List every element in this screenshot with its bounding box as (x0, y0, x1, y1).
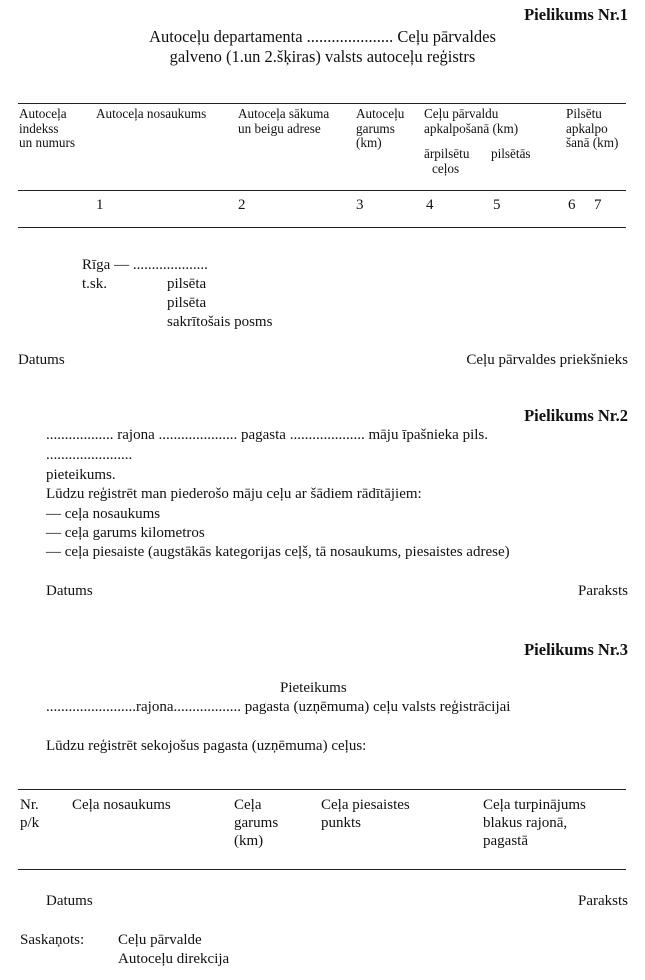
tsk-label: t.sk. (82, 276, 108, 292)
appendix2-item: — ceļa piesaiste (augstākās kategorijas ceļš, tā nosaukums, piesaistes adrese) (46, 544, 510, 560)
column-number: 4 (426, 197, 434, 213)
appendix2-signature-label: Paraksts (578, 583, 628, 599)
table1-header-index: Autoceļa indekss un numurs (19, 106, 76, 150)
appendix1-signature-label: Ceļu pārvaldes priekšnieks (466, 352, 628, 368)
table1-subheader-city: pilsētās (491, 146, 531, 161)
table1-subheader-outside: ārpilsētu ceļos (424, 146, 470, 176)
appendix1-date-label: Datums (18, 352, 65, 368)
appendix1-title-line1: Autoceļu departamenta ..................... Ceļu pārvaldes (149, 27, 496, 46)
column-number: 7 (594, 197, 602, 213)
appendix3-line1: ........................rajona.................. pagasta (uzņēmuma) ceļu valsts reģistrācijai (46, 699, 511, 715)
appendix2-line1: .................. rajona ..................... pagasta .................... māju īpašnieka pils. (46, 427, 489, 443)
table3-top-rule (18, 789, 626, 790)
appendix2-item: — ceļa garums kilometros (46, 525, 205, 541)
table3-bottom-rule (18, 869, 626, 870)
tsk-item: pilsēta (167, 276, 207, 292)
appendix2-item: — ceļa nosaukums (46, 506, 161, 522)
appendix3-heading: Pielikums Nr.3 (524, 640, 628, 659)
column-number: 3 (356, 197, 364, 213)
appendix3-signature-label: Paraksts (578, 893, 628, 909)
table1-header-name: Autoceļa nosaukums (96, 106, 207, 121)
appendix2-line2: ....................... (46, 447, 133, 463)
table3-header-name: Ceļa nosaukums (72, 797, 171, 813)
appendix3-date-label: Datums (46, 893, 93, 909)
table1-header-length: Autoceļu garums (km) (356, 106, 405, 150)
table3-header-continuation: Ceļa turpinājums blakus rajonā, pagastā (483, 797, 586, 849)
appendix2-date-label: Datums (46, 583, 93, 599)
table3-header-number: Nr. p/k (20, 797, 40, 831)
table3-header-link-point: Ceļa piesaistes punkts (321, 797, 410, 831)
riga-line: Rīga — .................... (82, 257, 208, 273)
table1-top-rule (18, 103, 626, 104)
appendix1-title-line2: galveno (1.un 2.šķiras) valsts autoceļu reģistrs (169, 47, 476, 66)
table1-bottom-rule (18, 227, 626, 228)
column-number: 2 (238, 197, 246, 213)
table3-header-length: Ceļa garums (km) (234, 797, 279, 849)
appendix3-request: Lūdzu reģistrēt sekojošus pagasta (uzņēmuma) ceļus: (46, 738, 367, 754)
approval-label: Saskaņots: (20, 932, 85, 948)
column-number: 6 (568, 197, 576, 213)
column-number: 5 (493, 197, 501, 213)
tsk-item: pilsēta (167, 295, 207, 311)
tsk-item: sakrītošais posms (167, 314, 273, 330)
table1-header-address: Autoceļa sākuma un beigu adrese (238, 106, 330, 136)
appendix2-request: Lūdzu reģistrēt man piederošo māju ceļu ar šādiem rādītājiem: (46, 486, 422, 502)
column-number: 1 (96, 197, 104, 213)
appendix1-heading: Pielikums Nr.1 (524, 5, 628, 24)
table1-header-road-admin: Ceļu pārvaldu apkalpošanā (km) (424, 106, 519, 136)
approval-item: Autoceļu direkcija (118, 951, 230, 967)
approval-item: Ceļu pārvalde (118, 932, 202, 948)
table1-header-city-service: Pilsētu apkalpo šanā (km) (566, 106, 619, 150)
appendix3-title: Pieteikums (280, 680, 347, 696)
appendix2-heading: Pielikums Nr.2 (524, 406, 628, 425)
table1-mid-rule (18, 190, 626, 191)
appendix2-line3: pieteikums. (46, 467, 116, 483)
